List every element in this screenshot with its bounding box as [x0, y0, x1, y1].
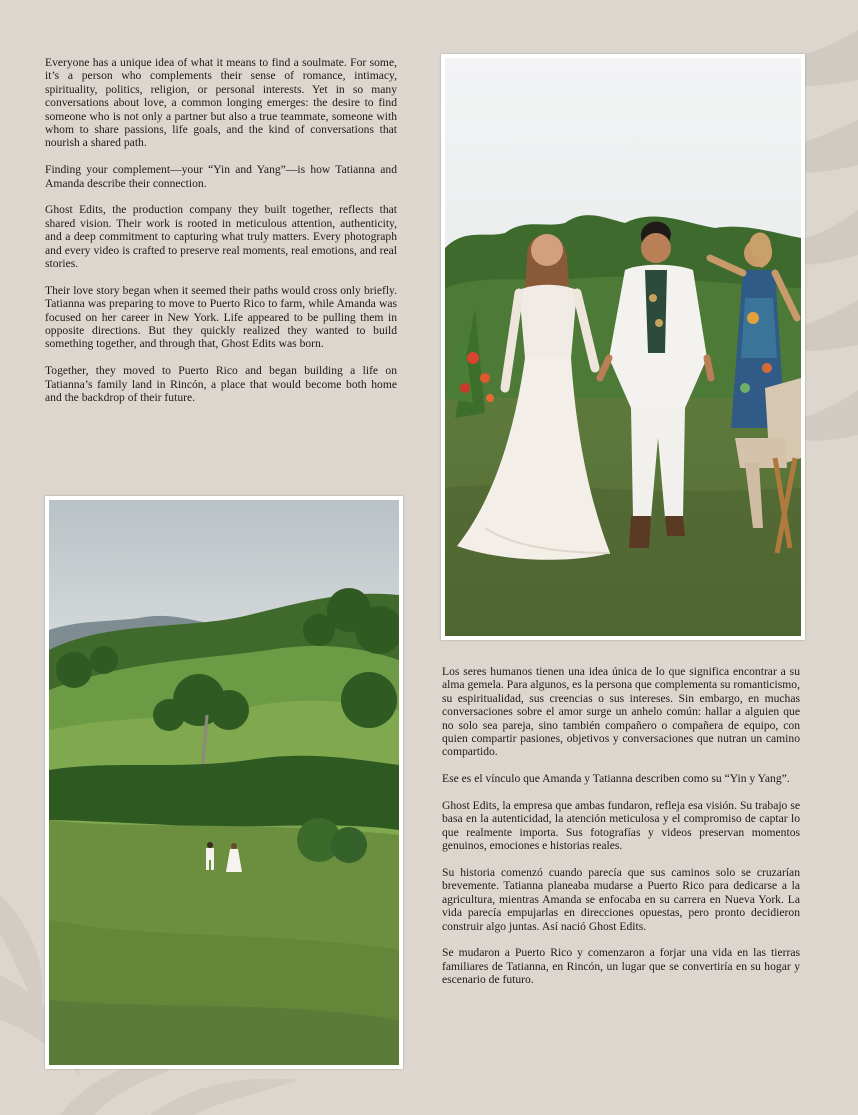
spanish-paragraph-5: Se mudaron a Puerto Rico y comenzaron a forjar una vida en las tierras familiares de Tatianna, en Rincón, un lugar que se convertiría en su hogar y escenario de futuro. [442, 946, 800, 987]
english-paragraph-2: Finding your complement—your “Yin and Yang”—is how Tatianna and Amanda describe their connection. [45, 163, 397, 190]
spanish-article-column [442, 665, 800, 1000]
english-article-column [45, 56, 397, 418]
english-paragraph-5: Together, they moved to Puerto Rico and began building a life on Tatianna’s family land in Rincón, a place that would become both home and the backdrop of their future. [45, 364, 397, 405]
couple-photo-illustration [445, 58, 801, 636]
landscape-photo-illustration [49, 500, 399, 1065]
spanish-paragraph-1: Los seres humanos tienen una idea única de lo que significa encontrar a su alma gemela. Para algunos, es la persona que complementa su romanticismo, su espiritualidad, sus creencias o sus intereses. Sin embargo, en muchas conversaciones sobre el amor surge un anhelo común: hallar a alguien que no solo sea pareja, sino también compañero o compañera de equipo, con quien compartir pasiones, objetivos y conversaciones que nutran un camino compartido. [442, 665, 800, 759]
spanish-paragraph-3: Ghost Edits, la empresa que ambas fundaron, refleja esa visión. Su trabajo se basa en la autenticidad, la atención meticulosa y el compromiso de captar lo que realmente importa. Sus fotografías y videos preservan momentos genuinos, emociones e historias reales. [442, 799, 800, 853]
english-paragraph-1: Everyone has a unique idea of what it means to find a soulmate. For some, it’s a person who complements their sense of romance, intimacy, spirituality, politics, religion, or personal interests. Yet in so many conversations about love, a common longing emerges: the desire to find someone who is not only a partner but also a true teammate, someone with whom to share passions, life goals, and the kind of conversations that nourish a shared path. [45, 56, 397, 150]
english-paragraph-4: Their love story began when it seemed their paths would cross only briefly. Tatianna was preparing to move to Puerto Rico to farm, while Amanda was focused on her career in New York. Life appeared to be pulling them in opposite directions. But they quickly realized they wanted to build something together, and through that, Ghost Edits was born. [45, 283, 397, 351]
hillside-landscape-photo [45, 496, 403, 1069]
spanish-paragraph-2: Ese es el vínculo que Amanda y Tatianna describen como su “Yin y Yang”. [442, 772, 790, 786]
english-paragraph-3: Ghost Edits, the production company they built together, reflects that shared vision. Their work is rooted in meticulous attention, authenticity, and a deep commitment to capturing what truly matters. Every photograph and every video is crafted to preserve real moments, real emotions, and real stories. [45, 203, 397, 271]
spanish-paragraph-4: Su historia comenzó cuando parecía que sus caminos solo se cruzarían brevemente. Tatianna planeaba mudarse a Puerto Rico para dedicarse a la agricultura, mientras Amanda se enfocaba en su carrera en Nueva York. La vida parecía empujarlas en direcciones opuestas, pero pronto decidieron construir algo juntas. Así nació Ghost Edits. [442, 866, 800, 933]
couple-wedding-photo [441, 54, 805, 640]
